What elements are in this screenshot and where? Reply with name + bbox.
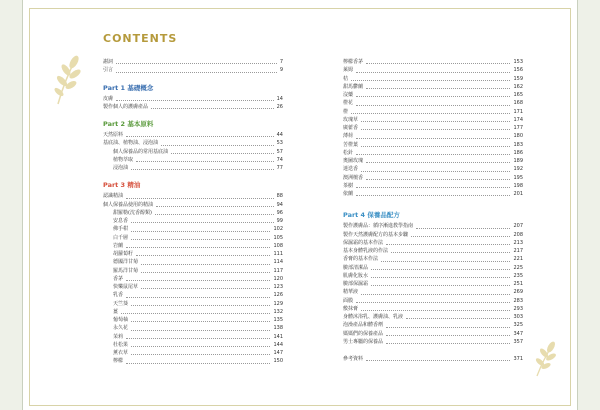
toc-entry[interactable] [103,250,283,258]
toc-entry[interactable] [103,148,283,156]
toc-entry-page: 123 [273,284,283,290]
toc-entry[interactable] [103,192,283,200]
dot-leader [121,313,270,314]
toc-entry-label: 參考資料 [343,356,364,362]
toc-entry[interactable] [343,165,523,173]
toc-entry-page: 135 [273,317,283,323]
toc-left-column [103,58,283,366]
part-1-heading: Part 1 基礎概念 [103,83,154,92]
toc-entry-page: 7 [279,59,283,65]
toc-entry[interactable] [343,190,523,198]
toc-entry-page: 293 [513,305,523,312]
toc-entry[interactable] [343,157,523,165]
toc-entry-references[interactable] [343,355,523,363]
dot-leader [126,338,270,339]
toc-entry-label: 茶樹 [343,182,354,189]
dot-leader [131,305,270,306]
toc-entry-page: 201 [513,191,523,197]
toc-entry-label: 依蘭 [343,191,354,197]
toc-entry-page: 371 [513,356,523,362]
toc-entry[interactable] [343,222,523,230]
toc-entry-label: 羅馬洋甘菊 [113,267,139,274]
toc-entry[interactable] [343,116,523,124]
toc-entry[interactable] [103,217,283,225]
dot-leader [141,264,270,265]
toc-entry[interactable] [343,255,523,263]
dot-leader [131,169,274,170]
toc-entry[interactable] [343,280,523,288]
dot-leader [131,222,274,223]
toc-entry[interactable] [103,201,283,209]
toc-entry[interactable] [343,83,523,91]
toc-entry-label: 香茅 [113,275,124,282]
toc-entry[interactable] [343,239,523,247]
toc-entry-label: 男士專屬的保養品 [343,338,384,345]
toc-entry-page: 111 [273,251,283,257]
toc-entry-label: 桔 [343,75,349,82]
toc-right-column [343,58,523,363]
toc-entry-label: 身體沐浴乳、護膚油、乳液 [343,314,404,320]
dot-leader [136,255,270,256]
toc-entry-label: 橙 [343,108,349,115]
toc-entry-page: 88 [276,193,283,200]
dot-leader [116,63,277,64]
toc-entry-page: 168 [513,100,523,107]
toc-entry-page: 183 [513,141,523,148]
toc-entry-label: 媽媽們的保養產品 [343,330,384,337]
toc-entry[interactable] [103,275,283,283]
toc-entry-page: 177 [513,125,523,131]
toc-entry[interactable] [103,308,283,316]
dot-leader [371,269,510,270]
toc-entry[interactable] [103,156,283,164]
dot-leader [131,346,270,347]
toc-entry-label: 白千層 [113,234,129,241]
toc-entry-label: 肌膚化妝水 [343,272,369,279]
toc-entry-page: 53 [276,140,283,147]
toc-entry[interactable] [103,139,283,147]
dot-leader [371,285,510,286]
dot-leader [406,318,510,319]
dot-leader [371,277,510,278]
toc-entry-label: 薰衣草 [113,350,129,356]
dot-leader [386,327,510,328]
toc-entry[interactable] [103,283,283,291]
dot-leader [366,360,510,361]
toc-entry[interactable] [343,264,523,272]
toc-entry-page: 217 [513,248,523,254]
toc-entry-label: 苦橙葉 [343,141,359,148]
toc-entry-label: 製作護膚品：循序漸進教學指南 [343,223,414,230]
toc-entry-label: 天然原料 [103,132,124,138]
toc-entry-page: 235 [513,272,523,279]
toc-entry-label: 製作天然護膚配方的基本步驟 [343,231,409,238]
dot-leader [356,195,510,196]
toc-entry-page: 347 [513,330,523,337]
toc-entry-label: 皮膚 [103,95,114,102]
dot-leader [386,343,510,344]
toc-entry-label: 浸泡油 [113,165,129,171]
toc-entry[interactable] [103,291,283,299]
toc-entry-label: 萊姆 [343,67,354,74]
dot-leader [126,280,270,281]
toc-entry-label: 薄荷 [343,133,354,140]
dot-leader [126,198,274,199]
toc-entry[interactable] [103,324,283,332]
dot-leader [361,121,510,122]
toc-entry-page: 207 [513,223,523,230]
dot-leader [361,294,510,295]
toc-entry-page: 189 [513,158,523,164]
toc-entry[interactable] [103,234,283,242]
toc-entry[interactable] [343,321,523,329]
toc-entry-page: 174 [513,116,523,123]
toc-entry[interactable] [103,357,283,365]
toc-entry-page: 102 [273,226,283,233]
dot-leader [381,261,510,262]
dot-leader [386,244,510,245]
dot-leader [141,288,270,289]
toc-entry-page: 303 [513,314,523,320]
toc-entry[interactable] [343,247,523,255]
toc-entry-page: 117 [273,267,283,274]
toc-entry-label: 香膏的基本作法 [343,256,379,263]
dot-leader [416,228,510,229]
toc-entry-page: 74 [276,156,283,163]
toc-entry-page: 144 [273,341,283,348]
toc-entry-label: 個人保養品使用的精油 [103,201,154,208]
toc-entry-page: 357 [513,338,523,345]
dot-leader [131,239,270,240]
toc-entry-label: 永久花 [113,325,129,332]
toc-entry-label: 胡蘿蔔籽 [113,251,134,257]
toc-entry-page: 105 [273,234,283,241]
page-title: CONTENTS [103,32,178,45]
toc-entry[interactable] [103,300,283,308]
toc-entry[interactable] [103,103,283,111]
toc-entry[interactable] [343,174,523,182]
toc-entry-page: 77 [276,165,283,171]
toc-entry-page: 213 [513,239,523,246]
toc-entry[interactable] [343,132,523,140]
leaf-sprig-icon [529,338,559,378]
dot-leader [391,252,510,253]
toc-entry-page: 221 [513,256,523,263]
toc-entry-label: 松針 [343,149,354,156]
dot-leader [131,231,270,232]
toc-entry[interactable] [343,338,523,346]
dot-leader [356,72,510,73]
toc-entry-page: 225 [513,264,523,271]
toc-entry[interactable] [343,149,523,157]
toc-entry[interactable] [343,124,523,132]
toc-entry[interactable] [103,341,283,349]
toc-entry-page: 96 [276,209,283,216]
toc-entry[interactable] [103,209,283,217]
dot-leader [356,302,510,303]
toc-entry-label: 迷迭香 [343,166,359,173]
toc-entry[interactable] [343,305,523,313]
toc-entry[interactable] [343,182,523,190]
toc-entry-page: 186 [513,149,523,156]
toc-entry-page: 44 [276,132,283,138]
dot-leader [141,272,270,273]
dot-leader [366,179,510,180]
part-2-heading: Part 2 基本原料 [103,120,154,128]
toc-entry[interactable] [103,267,283,275]
toc-entry[interactable] [343,58,523,66]
dot-leader [366,88,510,89]
dot-leader [366,63,510,64]
toc-entry-label: 臉部清潔品 [343,264,369,271]
toc-entry-label: 乳香 [113,292,124,299]
toc-entry[interactable] [103,258,283,266]
dot-leader [161,145,274,146]
dot-leader [151,108,274,109]
toc-entry-label: 保濕霜的基本作法 [343,239,384,246]
dot-leader [356,138,510,139]
dot-leader [356,105,510,106]
toc-entry-page: 147 [273,350,283,356]
toc-entry-label: 精華液 [343,289,359,296]
dot-leader [126,136,274,137]
toc-entry-label: 薑 [113,308,119,315]
dot-leader [361,310,510,311]
toc-entry-label: 葡萄柚 [113,317,129,323]
toc-entry[interactable] [343,99,523,107]
dot-leader [136,161,274,162]
toc-entry-label: 岩蘭 [113,242,124,249]
dot-leader [126,363,270,364]
toc-entry[interactable] [343,91,523,99]
dot-leader [361,146,510,147]
toc-entry-label: 甜馬鬱蘭 [343,83,364,90]
toc-entry[interactable] [103,225,283,233]
dot-leader [131,321,270,322]
toc-entry-label: 佛手柑 [113,226,129,233]
toc-entry-page: 269 [513,289,523,296]
toc-entry-label: 敷抹膏 [343,305,359,312]
toc-entry-page: 120 [273,275,283,282]
dot-leader [366,162,510,163]
part-4-heading: Part 4 保養品配方 [343,211,400,220]
toc-entry-label: 泡澡產品和體香劑 [343,322,384,329]
dot-leader [361,129,510,130]
dot-leader [351,80,510,81]
toc-entry-page: 57 [276,148,283,155]
toc-entry-label: 天竺葵 [113,300,129,307]
toc-entry[interactable] [343,66,523,74]
toc-entry[interactable] [343,231,523,239]
toc-entry-label: 個人保養品的常用基底油 [113,148,169,155]
toc-entry-page: 150 [273,358,283,365]
dot-leader [131,330,270,331]
toc-entry-page: 129 [273,300,283,307]
toc-entry-label: 製作個人的護膚產品 [103,103,149,110]
part-3-heading: Part 3 精油 [103,181,141,190]
dot-leader [131,354,270,355]
toc-entry-page: 251 [513,281,523,287]
dot-leader [126,297,270,298]
toc-entry[interactable] [343,288,523,296]
dot-leader [411,236,510,237]
toc-entry[interactable] [103,131,283,139]
toc-entry-label: 沒藥 [343,92,354,98]
toc-entry-label: 玫瑰草 [343,116,359,123]
dot-leader [356,96,510,97]
toc-entry-label: 檸檬香茅 [343,59,364,65]
toc-entry-page: 114 [273,259,283,266]
toc-entry-page: 26 [276,103,283,110]
toc-entry-page: 132 [273,308,283,315]
toc-entry[interactable] [103,316,283,324]
toc-entry[interactable] [103,333,283,341]
toc-entry-label: 甜羅勒(沈香醇類) [113,209,152,216]
toc-entry[interactable] [343,75,523,83]
toc-entry-label: 德國洋甘菊 [113,259,139,266]
toc-entry[interactable] [343,330,523,338]
toc-entry-label: 奧圖玫瑰 [343,158,364,164]
dot-leader [386,335,510,336]
toc-entry-page: 141 [273,333,283,340]
toc-entry[interactable] [103,349,283,357]
toc-entry-label: 檸檬 [113,358,124,365]
dot-leader [171,153,274,154]
toc-entry[interactable] [343,272,523,280]
toc-entry-label: 安息香 [113,218,129,224]
toc-entry-label: 澳洲檀香 [343,174,364,181]
toc-entry-page: 192 [513,166,523,173]
toc-entry-page: 180 [513,133,523,140]
toc-entry-label: 橙花 [343,100,354,107]
toc-entry-label: 臉部保濕霜 [343,281,369,287]
contents-page [22,0,578,410]
toc-entry-page: 162 [513,83,523,90]
toc-entry[interactable] [103,242,283,250]
toc-entry-label: 植物萃取 [113,156,134,163]
dot-leader [356,154,510,155]
dot-leader [351,113,510,114]
toc-entry-page: 171 [513,108,523,115]
toc-entry-label: 謝詞 [103,59,114,65]
leaf-sprig-icon [48,52,84,106]
dot-leader [356,187,510,188]
toc-entry[interactable] [343,313,523,321]
toc-entry-page: 208 [513,231,523,238]
toc-entry-page: 108 [273,242,283,249]
toc-entry[interactable] [103,58,283,66]
toc-entry-label: 茉莉 [113,333,124,340]
toc-entry-page: 99 [276,218,283,224]
toc-entry-page: 9 [279,67,283,74]
toc-entry-label: 廣藿香 [343,125,359,131]
toc-entry-label: 杜松果 [113,341,129,348]
dot-leader [116,72,277,73]
toc-entry[interactable] [103,66,283,74]
toc-entry-label: 面膜 [343,297,354,304]
dot-leader [156,206,274,207]
toc-entry-page: 283 [513,297,523,304]
toc-entry-page: 195 [513,174,523,181]
toc-entry-page: 159 [513,75,523,82]
toc-entry-page: 165 [513,92,523,98]
toc-entry[interactable] [103,164,283,172]
dot-leader [361,171,510,172]
toc-entry-label: 基本身體乳液的作法 [343,248,389,254]
toc-entry-page: 198 [513,182,523,189]
toc-entry-page: 138 [273,325,283,332]
toc-entry-page: 156 [513,67,523,74]
toc-entry-page: 325 [513,322,523,329]
toc-entry-label: 基底油、植物油、浸泡油 [103,140,159,147]
toc-entry-page: 94 [276,201,283,208]
toc-entry-label: 認識精油 [103,193,124,200]
toc-entry[interactable] [343,108,523,116]
toc-entry-page: 14 [276,95,283,102]
toc-entry-page: 153 [513,59,523,65]
toc-entry-label: 引言 [103,67,114,74]
dot-leader [155,214,274,215]
toc-entry[interactable] [103,95,283,103]
toc-entry-label: 快樂鼠尾草 [113,284,139,290]
toc-entry[interactable] [343,141,523,149]
dot-leader [126,247,270,248]
dot-leader [116,100,274,101]
toc-entry-page: 126 [273,292,283,299]
toc-entry[interactable] [343,297,523,305]
